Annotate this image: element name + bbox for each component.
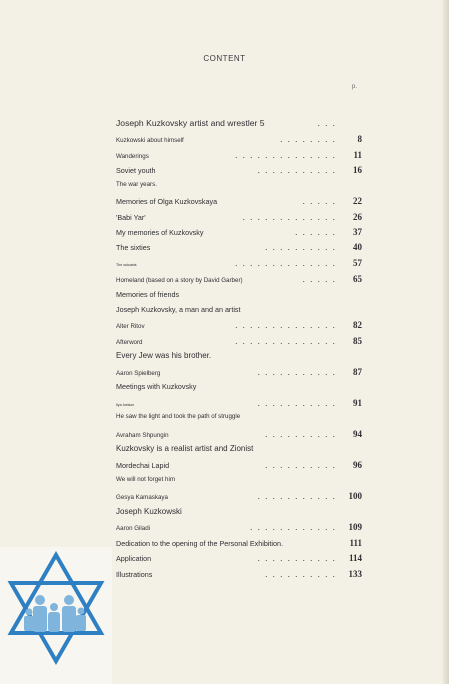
toc-entry bbox=[116, 413, 362, 427]
toc-entry bbox=[116, 305, 362, 319]
toc-page-number: 109 bbox=[348, 522, 362, 532]
toc-entry bbox=[116, 290, 362, 304]
toc-entry-title: The outcasts bbox=[116, 263, 137, 267]
toc-entry bbox=[116, 320, 362, 334]
toc-leader-dots: ........... bbox=[257, 165, 340, 175]
toc-leader-dots: ...... bbox=[294, 227, 340, 237]
toc-entry-title: Every Jew was his brother. bbox=[116, 351, 212, 360]
toc-entry bbox=[116, 336, 362, 350]
toc-leader-dots: ........... bbox=[257, 553, 340, 563]
toc-entry bbox=[116, 242, 362, 256]
toc-entry-title: He saw the light and took the path of struggle bbox=[116, 413, 241, 420]
toc-entry-title: Aaron Giladi bbox=[116, 525, 151, 532]
toc-leader-dots: .............. bbox=[234, 336, 340, 346]
toc-entry-title: Ilya Ioelson bbox=[116, 403, 135, 407]
toc-page-number: 26 bbox=[353, 212, 362, 222]
toc-page-number: 100 bbox=[348, 491, 362, 501]
toc-page-number: 96 bbox=[353, 460, 362, 470]
toc-leader-dots: ........... bbox=[257, 367, 340, 377]
toc-entry bbox=[116, 212, 362, 226]
toc-entry bbox=[116, 491, 362, 505]
toc-leader-dots: .............. bbox=[234, 320, 340, 330]
toc-page-number: 111 bbox=[349, 538, 362, 548]
toc-page-number: 82 bbox=[353, 320, 362, 330]
toc-entry bbox=[116, 258, 362, 272]
toc-entry bbox=[116, 429, 362, 443]
toc-entry bbox=[116, 274, 362, 288]
toc-page-number: 133 bbox=[348, 569, 362, 579]
toc-entry-title: Kuzkowski about himself bbox=[116, 137, 184, 144]
toc-page-number: 85 bbox=[353, 336, 362, 346]
toc-entry-title: Joseph Kuzkovsky, a man and an artist bbox=[116, 305, 241, 314]
toc-entry-title: My memories of Kuzkovsky bbox=[116, 228, 204, 237]
toc-entry-title: Joseph Kuzkowski bbox=[116, 507, 182, 516]
toc-entry bbox=[116, 227, 362, 241]
toc-entry-title: Aaron Spielberg bbox=[116, 370, 161, 377]
toc-entry-title: Wanderings bbox=[116, 153, 149, 160]
toc-leader-dots: ............ bbox=[249, 522, 340, 532]
toc-entry bbox=[116, 460, 362, 474]
toc-page-number: 57 bbox=[353, 258, 362, 268]
toc-page-number: 16 bbox=[353, 165, 362, 175]
toc-entry-title: Joseph Kuzkovsky artist and wrestler 5 bbox=[116, 118, 265, 128]
toc-entry bbox=[116, 444, 362, 458]
toc-entry bbox=[116, 150, 362, 164]
toc-entry bbox=[116, 553, 362, 567]
star-of-david-family-logo-icon bbox=[0, 547, 112, 684]
toc-page-number: 87 bbox=[353, 367, 362, 377]
toc-leader-dots: ............. bbox=[242, 212, 340, 222]
toc-entry-title: Application bbox=[116, 554, 152, 563]
toc-page-number: 37 bbox=[353, 227, 362, 237]
toc-page-number: 114 bbox=[348, 553, 362, 563]
toc-entry bbox=[116, 538, 362, 552]
toc-page-number: 11 bbox=[353, 150, 362, 160]
toc-leader-dots: ... bbox=[317, 118, 340, 128]
toc-leader-dots: .......... bbox=[264, 242, 340, 252]
toc-entry bbox=[116, 382, 362, 396]
toc-entry bbox=[116, 196, 362, 210]
toc-leader-dots: .......... bbox=[264, 569, 340, 579]
toc-entry-title: Kuzkovsky is a realist artist and Zionist bbox=[116, 444, 254, 453]
toc-leader-dots: ..... bbox=[302, 274, 340, 284]
toc-leader-dots: ..... bbox=[302, 196, 340, 206]
toc-entry-title: We will not forget him bbox=[116, 476, 176, 483]
toc-leader-dots: .............. bbox=[234, 258, 340, 268]
toc-leader-dots: ........... bbox=[257, 398, 340, 408]
toc-entry bbox=[116, 398, 362, 412]
toc-entry bbox=[116, 476, 362, 490]
toc-entry bbox=[116, 165, 362, 179]
toc-page-number: 40 bbox=[353, 242, 362, 252]
page-title: CONTENT bbox=[203, 54, 246, 63]
toc-entry-title: The sixties bbox=[116, 243, 151, 252]
toc-entry-title: Avraham Shpungin bbox=[116, 432, 169, 439]
page-column-marker: p. bbox=[352, 84, 358, 90]
toc-leader-dots: .......... bbox=[264, 460, 340, 470]
toc-entry-title: Soviet youth bbox=[116, 166, 156, 175]
toc-leader-dots: ........ bbox=[279, 134, 340, 144]
toc-entry bbox=[116, 507, 362, 521]
toc-entry-title: Memories of Olga Kuzkovskaya bbox=[116, 197, 218, 206]
toc-entry-title: Gesya Kamaskaya bbox=[116, 494, 168, 501]
toc-entry bbox=[116, 118, 362, 132]
toc-leader-dots: ........... bbox=[257, 491, 340, 501]
toc-leader-dots: .............. bbox=[234, 150, 340, 160]
page-edge bbox=[443, 0, 449, 684]
toc-page-number: 22 bbox=[353, 196, 362, 206]
toc-page-number: 65 bbox=[353, 274, 362, 284]
toc-entry bbox=[116, 351, 362, 365]
toc-entry bbox=[116, 181, 362, 195]
toc-leader-dots: .......... bbox=[264, 429, 340, 439]
toc-entry-title: Alter Ritov bbox=[116, 323, 145, 330]
toc-entry bbox=[116, 134, 362, 148]
toc-entry-title: Meetings with Kuzkovsky bbox=[116, 382, 197, 391]
toc-entry-title: Memories of friends bbox=[116, 290, 180, 299]
toc-page-number: 8 bbox=[357, 134, 362, 144]
toc-entry-title: The war years. bbox=[116, 181, 157, 188]
toc-entry-title: Mordechai Lapid bbox=[116, 461, 170, 470]
toc-entry-title: Illustrations bbox=[116, 570, 153, 579]
toc-entry bbox=[116, 522, 362, 536]
toc-entry-title: Afterword bbox=[116, 339, 143, 346]
toc-entry-title: Dedication to the opening of the Personal Exhibition. bbox=[116, 539, 284, 548]
toc-entry bbox=[116, 569, 362, 583]
toc-page-number: 91 bbox=[353, 398, 362, 408]
toc-page-number: 94 bbox=[353, 429, 362, 439]
toc-entry-title: 'Babi Yar' bbox=[116, 213, 146, 222]
toc-entry bbox=[116, 367, 362, 381]
toc-entry-title: Homeland (based on a story by David Garber) bbox=[116, 277, 243, 284]
